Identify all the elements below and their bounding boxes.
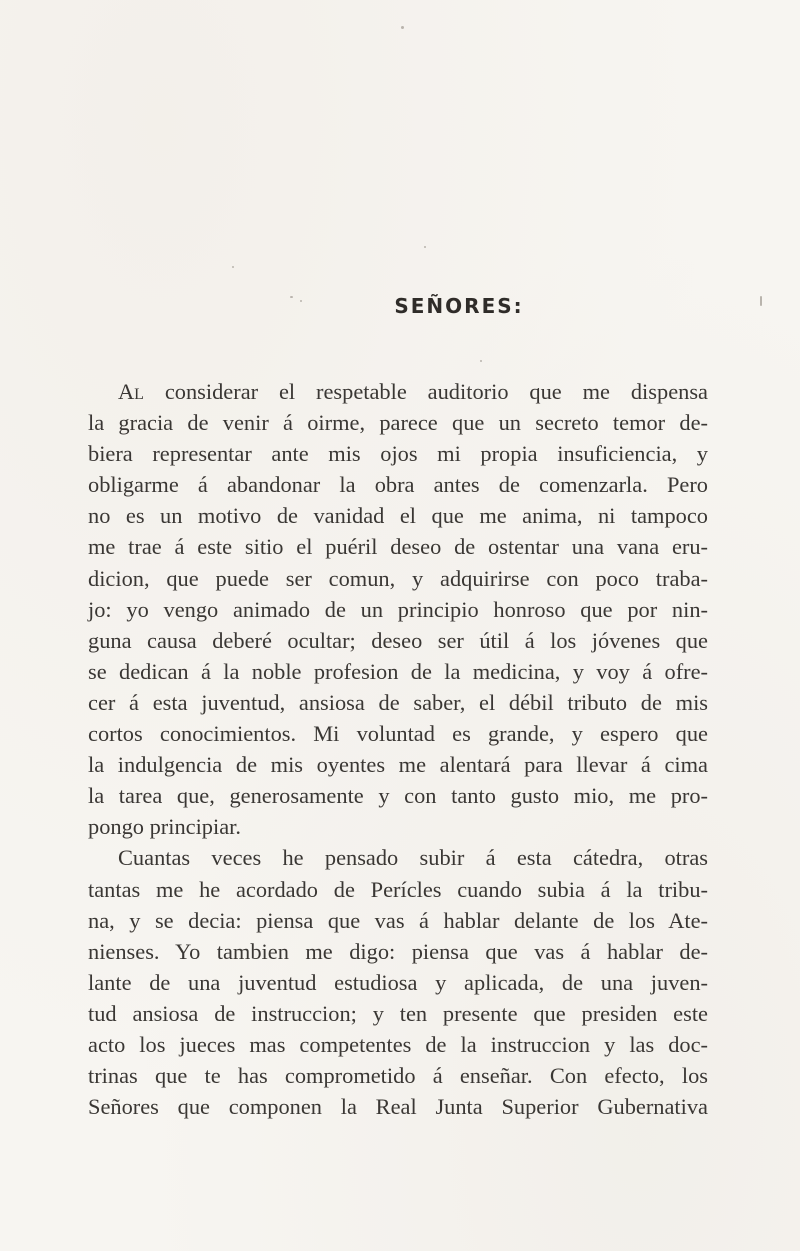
paragraph-1	[88, 376, 708, 842]
text-line: pongo principiar.	[88, 814, 241, 840]
paragraph-2	[88, 842, 708, 1122]
text-line: lante de una juventud estudiosa y aplicada, de una juven-	[88, 969, 708, 995]
page-heading	[0, 294, 800, 318]
text-line: nienses. Yo tambien me digo: piensa que vas á hablar de-	[88, 938, 708, 964]
text-line: jo: yo vengo animado de un principio honroso que por nin-	[88, 596, 708, 622]
text-line: Al considerar el respetable auditorio que me dispensa	[118, 379, 708, 404]
text-line: acto los jueces mas competentes de la instruccion y las doc-	[88, 1031, 708, 1057]
paper-speck	[424, 246, 426, 248]
text-line: la gracia de venir á oirme, parece que un secreto temor de-	[88, 410, 708, 436]
text-line: la tarea que, generosamente y con tanto gusto mio, me pro-	[88, 783, 708, 809]
text-line: tud ansiosa de instruccion; y ten presente que presiden este	[88, 1000, 708, 1026]
text-line: trinas que te has comprometido á enseñar. Con efecto, los	[88, 1063, 708, 1089]
opening-word: Al	[118, 379, 144, 404]
text-line: tantas me he acordado de Perícles cuando subia á la tribu-	[88, 876, 708, 902]
text-line: no es un motivo de vanidad el que me anima, ni tampoco	[88, 503, 708, 529]
paper-speck	[232, 266, 234, 268]
text-line: se dedican á la noble profesion de la medicina, y voy á ofre-	[88, 658, 708, 684]
heading-text: SEÑORES:	[394, 294, 524, 318]
text-line: dicion, que puede ser comun, y adquirirse con poco traba-	[88, 565, 708, 591]
text-line: la indulgencia de mis oyentes me alentará para llevar á cima	[88, 752, 708, 778]
text-line: guna causa deberé ocultar; deseo ser útil á los jóvenes que	[88, 627, 708, 653]
text-line: na, y se decia: piensa que vas á hablar delante de los Ate-	[88, 907, 708, 933]
text-line: Cuantas veces he pensado subir á esta cátedra, otras	[118, 845, 708, 871]
text-line: Señores que componen la Real Junta Superior Gubernativa	[88, 1094, 708, 1120]
text-line: cer á esta juventud, ansiosa de saber, el débil tributo de mis	[88, 689, 708, 715]
paper-speck	[480, 360, 482, 362]
text-line: cortos conocimientos. Mi voluntad es grande, y espero que	[88, 721, 708, 747]
paper-speck	[401, 26, 404, 29]
text-line: me trae á este sitio el puéril deseo de ostentar una vana eru-	[88, 534, 708, 560]
text-line: obligarme á abandonar la obra antes de comenzarla. Pero	[88, 472, 708, 498]
text-line: biera representar ante mis ojos mi propia insuficiencia, y	[88, 441, 708, 467]
page-body	[88, 376, 708, 1122]
